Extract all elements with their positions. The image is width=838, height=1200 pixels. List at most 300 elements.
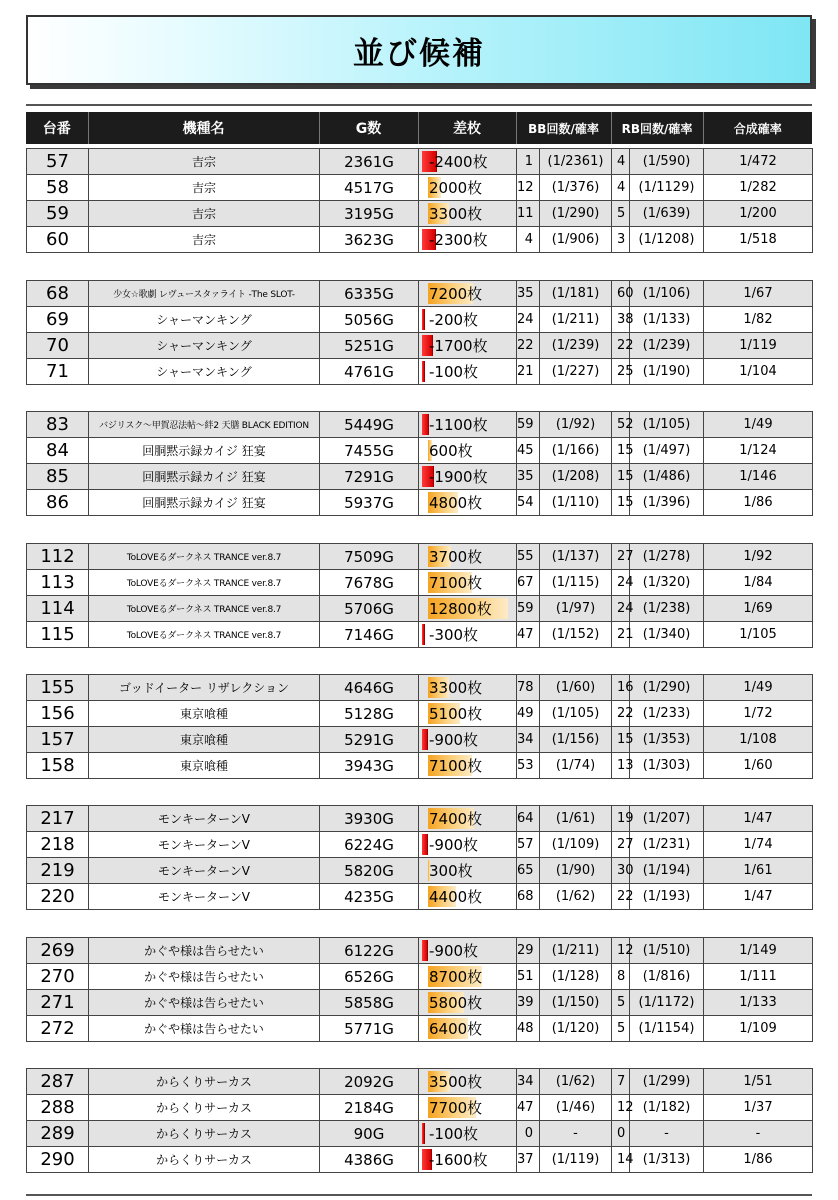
- combined-rate: 1/72: [704, 701, 813, 727]
- unit-number: 220: [27, 884, 89, 910]
- machine-name: モンキーターンV: [89, 858, 320, 884]
- bb-rate: (1/92): [540, 412, 612, 438]
- machine-group-table: [26, 148, 813, 253]
- combined-rate: 1/119: [704, 333, 813, 359]
- frame-divider: [26, 104, 812, 106]
- coin-difference: [419, 753, 517, 779]
- combined-rate: 1/282: [704, 175, 813, 201]
- game-count: 2092G: [320, 1069, 419, 1095]
- coin-difference-value: 7400枚: [429, 810, 483, 828]
- game-count: 7291G: [320, 464, 419, 490]
- unit-number: 86: [27, 490, 89, 516]
- coin-difference: [419, 175, 517, 201]
- machine-name: かぐや様は告らせたい: [89, 964, 320, 990]
- combined-rate: 1/86: [704, 490, 813, 516]
- coin-difference-value: 5100枚: [429, 705, 483, 723]
- rb-rate: (1/299): [630, 1069, 704, 1095]
- coin-difference: [419, 964, 517, 990]
- rb-count: 5: [612, 1016, 630, 1042]
- table-row: [27, 1069, 813, 1095]
- machine-name: 回胴黙示録カイジ 狂宴: [89, 490, 320, 516]
- bb-count: 35: [517, 281, 540, 307]
- unit-number: 112: [27, 544, 89, 570]
- rb-rate: (1/340): [630, 622, 704, 648]
- unit-number: 60: [27, 227, 89, 253]
- game-count: 2361G: [320, 149, 419, 175]
- rb-count: 21: [612, 622, 630, 648]
- rb-count: 22: [612, 333, 630, 359]
- game-count: 6224G: [320, 832, 419, 858]
- bb-count: 51: [517, 964, 540, 990]
- combined-rate: 1/60: [704, 753, 813, 779]
- game-count: 5291G: [320, 727, 419, 753]
- coin-difference: [419, 884, 517, 910]
- unit-number: 270: [27, 964, 89, 990]
- coin-difference: [419, 675, 517, 701]
- coin-difference: [419, 570, 517, 596]
- coin-difference: [419, 333, 517, 359]
- rb-rate: (1/133): [630, 307, 704, 333]
- table-row: [27, 990, 813, 1016]
- table-row: [27, 753, 813, 779]
- bb-rate: (1/109): [540, 832, 612, 858]
- game-count: 5706G: [320, 596, 419, 622]
- unit-number: 271: [27, 990, 89, 1016]
- machine-name: シャーマンキング: [89, 359, 320, 385]
- game-count: 5937G: [320, 490, 419, 516]
- game-count: 5251G: [320, 333, 419, 359]
- bb-rate: (1/239): [540, 333, 612, 359]
- coin-difference-value: 300枚: [429, 862, 473, 880]
- rb-count: 24: [612, 570, 630, 596]
- table-row: [27, 333, 813, 359]
- rb-rate: (1/1129): [630, 175, 704, 201]
- rb-count: 5: [612, 201, 630, 227]
- machine-name: 回胴黙示録カイジ 狂宴: [89, 464, 320, 490]
- combined-rate: -: [704, 1121, 813, 1147]
- table-row: [27, 884, 813, 910]
- rb-count: 52: [612, 412, 630, 438]
- coin-difference: [419, 1069, 517, 1095]
- rb-count: 7: [612, 1069, 630, 1095]
- bb-count: 29: [517, 938, 540, 964]
- coin-difference-value: 7100枚: [429, 757, 483, 775]
- bb-rate: (1/137): [540, 544, 612, 570]
- coin-difference-value: -200枚: [429, 311, 479, 329]
- rb-rate: -: [630, 1121, 704, 1147]
- header-rb: RB回数/確率: [611, 112, 703, 144]
- rb-rate: (1/320): [630, 570, 704, 596]
- coin-difference: [419, 806, 517, 832]
- unit-number: 113: [27, 570, 89, 596]
- game-count: 7509G: [320, 544, 419, 570]
- game-count: 7146G: [320, 622, 419, 648]
- bb-rate: (1/97): [540, 596, 612, 622]
- coin-difference: [419, 858, 517, 884]
- machine-group-table: [26, 280, 813, 385]
- rb-count: 14: [612, 1147, 630, 1173]
- rb-rate: (1/1172): [630, 990, 704, 1016]
- machine-name: ToLOVEるダークネス TRANCE ver.8.7: [89, 622, 320, 648]
- table-row: [27, 438, 813, 464]
- rb-rate: (1/207): [630, 806, 704, 832]
- unit-number: 218: [27, 832, 89, 858]
- rb-count: 4: [612, 175, 630, 201]
- combined-rate: 1/472: [704, 149, 813, 175]
- combined-rate: 1/84: [704, 570, 813, 596]
- bb-rate: (1/105): [540, 701, 612, 727]
- game-count: 5128G: [320, 701, 419, 727]
- machine-name: シャーマンキング: [89, 333, 320, 359]
- coin-difference: [419, 307, 517, 333]
- bb-count: 59: [517, 412, 540, 438]
- combined-rate: 1/92: [704, 544, 813, 570]
- unit-number: 269: [27, 938, 89, 964]
- header-combined: 合成確率: [703, 112, 812, 144]
- machine-name: からくりサーカス: [89, 1095, 320, 1121]
- machine-group-table: [26, 805, 813, 910]
- bb-count: 48: [517, 1016, 540, 1042]
- combined-rate: 1/109: [704, 1016, 813, 1042]
- rb-count: 4: [612, 149, 630, 175]
- rb-rate: (1/1208): [630, 227, 704, 253]
- rb-rate: (1/353): [630, 727, 704, 753]
- table-row: [27, 201, 813, 227]
- rb-rate: (1/510): [630, 938, 704, 964]
- rb-rate: (1/290): [630, 675, 704, 701]
- game-count: 3943G: [320, 753, 419, 779]
- unit-number: 115: [27, 622, 89, 648]
- coin-difference: [419, 1016, 517, 1042]
- bb-rate: (1/90): [540, 858, 612, 884]
- combined-rate: 1/133: [704, 990, 813, 1016]
- coin-difference-value: 4800枚: [429, 494, 483, 512]
- rb-rate: (1/238): [630, 596, 704, 622]
- bb-count: 65: [517, 858, 540, 884]
- coin-difference-value: 6400枚: [429, 1020, 483, 1038]
- bb-rate: (1/46): [540, 1095, 612, 1121]
- machine-name: ToLOVEるダークネス TRANCE ver.8.7: [89, 570, 320, 596]
- bb-count: 11: [517, 201, 540, 227]
- table-row: [27, 464, 813, 490]
- coin-difference-value: -2400枚: [429, 153, 488, 171]
- combined-rate: 1/47: [704, 884, 813, 910]
- rb-count: 15: [612, 727, 630, 753]
- bb-count: 53: [517, 753, 540, 779]
- coin-difference: [419, 938, 517, 964]
- coin-difference-value: 8700枚: [429, 968, 483, 986]
- coin-difference-value: -100枚: [429, 363, 479, 381]
- unit-number: 114: [27, 596, 89, 622]
- bb-rate: (1/166): [540, 438, 612, 464]
- bb-count: 49: [517, 701, 540, 727]
- unit-number: 83: [27, 412, 89, 438]
- unit-number: 156: [27, 701, 89, 727]
- coin-difference: [419, 1121, 517, 1147]
- bb-count: 57: [517, 832, 540, 858]
- rb-count: 60: [612, 281, 630, 307]
- coin-difference: [419, 832, 517, 858]
- game-count: 6526G: [320, 964, 419, 990]
- game-count: 4517G: [320, 175, 419, 201]
- rb-count: 27: [612, 544, 630, 570]
- bb-rate: (1/61): [540, 806, 612, 832]
- game-count: 90G: [320, 1121, 419, 1147]
- unit-number: 155: [27, 675, 89, 701]
- table-row: [27, 227, 813, 253]
- bb-rate: (1/110): [540, 490, 612, 516]
- rb-rate: (1/816): [630, 964, 704, 990]
- game-count: 5056G: [320, 307, 419, 333]
- bb-count: 67: [517, 570, 540, 596]
- machine-name: 吉宗: [89, 175, 320, 201]
- rb-rate: (1/486): [630, 464, 704, 490]
- rb-rate: (1/1154): [630, 1016, 704, 1042]
- page-title: 並び候補: [353, 35, 485, 72]
- machine-name: シャーマンキング: [89, 307, 320, 333]
- coin-difference-value: -900枚: [429, 836, 479, 854]
- title-banner: [26, 15, 812, 85]
- combined-rate: 1/86: [704, 1147, 813, 1173]
- rb-rate: (1/396): [630, 490, 704, 516]
- coin-difference-value: 3500枚: [429, 1073, 483, 1091]
- machine-group-table: [26, 543, 813, 648]
- header-game-count: G数: [319, 112, 418, 144]
- table-row: [27, 806, 813, 832]
- rb-rate: (1/233): [630, 701, 704, 727]
- table-row: [27, 149, 813, 175]
- table-row: [27, 412, 813, 438]
- bb-rate: (1/290): [540, 201, 612, 227]
- rb-count: 22: [612, 701, 630, 727]
- coin-difference-value: 12800枚: [429, 600, 492, 618]
- combined-rate: 1/49: [704, 675, 813, 701]
- unit-number: 59: [27, 201, 89, 227]
- bb-rate: (1/211): [540, 938, 612, 964]
- bb-count: 35: [517, 464, 540, 490]
- table-row: [27, 596, 813, 622]
- coin-difference-value: 3300枚: [429, 679, 483, 697]
- bb-rate: (1/128): [540, 964, 612, 990]
- table-row: [27, 281, 813, 307]
- combined-rate: 1/47: [704, 806, 813, 832]
- unit-number: 58: [27, 175, 89, 201]
- coin-difference-value: 7200枚: [429, 285, 483, 303]
- rb-count: 25: [612, 359, 630, 385]
- rb-count: 19: [612, 806, 630, 832]
- unit-number: 272: [27, 1016, 89, 1042]
- bb-count: 47: [517, 622, 540, 648]
- bb-rate: (1/62): [540, 1069, 612, 1095]
- combined-rate: 1/149: [704, 938, 813, 964]
- combined-rate: 1/518: [704, 227, 813, 253]
- bb-count: 34: [517, 727, 540, 753]
- bb-count: 4: [517, 227, 540, 253]
- table-row: [27, 544, 813, 570]
- rb-count: 12: [612, 938, 630, 964]
- bb-count: 59: [517, 596, 540, 622]
- machine-name: ゴッドイーター リザレクション: [89, 675, 320, 701]
- bb-count: 1: [517, 149, 540, 175]
- coin-difference: [419, 149, 517, 175]
- bb-count: 34: [517, 1069, 540, 1095]
- bb-count: 47: [517, 1095, 540, 1121]
- rb-rate: (1/105): [630, 412, 704, 438]
- combined-rate: 1/51: [704, 1069, 813, 1095]
- machine-group-table: [26, 411, 813, 516]
- game-count: 4386G: [320, 1147, 419, 1173]
- table-row: [27, 938, 813, 964]
- machine-name: 吉宗: [89, 149, 320, 175]
- rb-rate: (1/278): [630, 544, 704, 570]
- coin-difference: [419, 227, 517, 253]
- unit-number: 157: [27, 727, 89, 753]
- bb-rate: (1/208): [540, 464, 612, 490]
- rb-rate: (1/182): [630, 1095, 704, 1121]
- combined-rate: 1/105: [704, 622, 813, 648]
- coin-difference: [419, 701, 517, 727]
- unit-number: 70: [27, 333, 89, 359]
- rb-count: 24: [612, 596, 630, 622]
- rb-count: 38: [612, 307, 630, 333]
- coin-difference-value: -1600枚: [429, 1151, 488, 1169]
- rb-rate: (1/239): [630, 333, 704, 359]
- table-row: [27, 570, 813, 596]
- game-count: 4646G: [320, 675, 419, 701]
- unit-number: 158: [27, 753, 89, 779]
- coin-difference: [419, 281, 517, 307]
- combined-rate: 1/124: [704, 438, 813, 464]
- coin-difference: [419, 727, 517, 753]
- combined-rate: 1/69: [704, 596, 813, 622]
- rb-rate: (1/497): [630, 438, 704, 464]
- game-count: 6122G: [320, 938, 419, 964]
- game-count: 7678G: [320, 570, 419, 596]
- unit-number: 71: [27, 359, 89, 385]
- bb-count: 45: [517, 438, 540, 464]
- game-count: 4761G: [320, 359, 419, 385]
- bb-count: 21: [517, 359, 540, 385]
- rb-count: 15: [612, 438, 630, 464]
- coin-difference: [419, 359, 517, 385]
- table-row: [27, 964, 813, 990]
- machine-name: ToLOVEるダークネス TRANCE ver.8.7: [89, 544, 320, 570]
- rb-count: 15: [612, 490, 630, 516]
- coin-difference: [419, 596, 517, 622]
- coin-difference-value: 4400枚: [429, 888, 483, 906]
- bb-count: 55: [517, 544, 540, 570]
- game-count: 2184G: [320, 1095, 419, 1121]
- machine-name: からくりサーカス: [89, 1147, 320, 1173]
- machine-name: からくりサーカス: [89, 1069, 320, 1095]
- unit-number: 85: [27, 464, 89, 490]
- table-row: [27, 727, 813, 753]
- bb-rate: (1/376): [540, 175, 612, 201]
- bb-rate: (1/2361): [540, 149, 612, 175]
- machine-group-table: [26, 1068, 813, 1173]
- game-count: 3623G: [320, 227, 419, 253]
- coin-difference: [419, 1095, 517, 1121]
- combined-rate: 1/200: [704, 201, 813, 227]
- machine-name: 回胴黙示録カイジ 狂宴: [89, 438, 320, 464]
- bb-rate: (1/156): [540, 727, 612, 753]
- rb-count: 15: [612, 464, 630, 490]
- machine-name: 少女☆歌劇 レヴュースタァライト -The SLOT-: [89, 281, 320, 307]
- coin-difference-value: -300枚: [429, 626, 479, 644]
- coin-difference-value: -1700枚: [429, 337, 488, 355]
- coin-difference-value: -1900枚: [429, 468, 488, 486]
- bb-rate: (1/211): [540, 307, 612, 333]
- coin-difference: [419, 490, 517, 516]
- header-table: [26, 112, 812, 144]
- coin-difference-value: -1100枚: [429, 416, 488, 434]
- rb-count: 12: [612, 1095, 630, 1121]
- coin-difference: [419, 622, 517, 648]
- rb-rate: (1/639): [630, 201, 704, 227]
- rb-rate: (1/106): [630, 281, 704, 307]
- header-machine-name: 機種名: [88, 112, 319, 144]
- bb-count: 24: [517, 307, 540, 333]
- game-count: 5820G: [320, 858, 419, 884]
- machine-name: かぐや様は告らせたい: [89, 938, 320, 964]
- coin-difference: [419, 201, 517, 227]
- coin-difference-value: 3300枚: [429, 205, 483, 223]
- game-count: 4235G: [320, 884, 419, 910]
- bb-count: 37: [517, 1147, 540, 1173]
- rb-rate: (1/231): [630, 832, 704, 858]
- unit-number: 289: [27, 1121, 89, 1147]
- bb-count: 39: [517, 990, 540, 1016]
- table-row: [27, 1121, 813, 1147]
- coin-difference: [419, 412, 517, 438]
- rb-rate: (1/193): [630, 884, 704, 910]
- game-count: 7455G: [320, 438, 419, 464]
- bb-count: 64: [517, 806, 540, 832]
- rb-count: 30: [612, 858, 630, 884]
- combined-rate: 1/108: [704, 727, 813, 753]
- combined-rate: 1/146: [704, 464, 813, 490]
- bb-rate: -: [540, 1121, 612, 1147]
- coin-difference: [419, 1147, 517, 1173]
- coin-difference-value: 600枚: [429, 442, 473, 460]
- combined-rate: 1/74: [704, 832, 813, 858]
- bb-rate: (1/119): [540, 1147, 612, 1173]
- rb-count: 5: [612, 990, 630, 1016]
- combined-rate: 1/61: [704, 858, 813, 884]
- bb-rate: (1/150): [540, 990, 612, 1016]
- table-row: [27, 675, 813, 701]
- coin-difference: [419, 438, 517, 464]
- combined-rate: 1/49: [704, 412, 813, 438]
- bb-count: 54: [517, 490, 540, 516]
- header-coin-difference: 差枚: [418, 112, 516, 144]
- rb-rate: (1/190): [630, 359, 704, 385]
- table-row: [27, 490, 813, 516]
- bb-rate: (1/181): [540, 281, 612, 307]
- machine-name: 東京喰種: [89, 701, 320, 727]
- machine-group-table: [26, 674, 813, 779]
- table-row: [27, 832, 813, 858]
- table-row: [27, 858, 813, 884]
- machine-name: 東京喰種: [89, 753, 320, 779]
- game-count: 5449G: [320, 412, 419, 438]
- unit-number: 57: [27, 149, 89, 175]
- bb-count: 0: [517, 1121, 540, 1147]
- rb-rate: (1/303): [630, 753, 704, 779]
- table-row: [27, 1016, 813, 1042]
- coin-difference: [419, 544, 517, 570]
- unit-number: 287: [27, 1069, 89, 1095]
